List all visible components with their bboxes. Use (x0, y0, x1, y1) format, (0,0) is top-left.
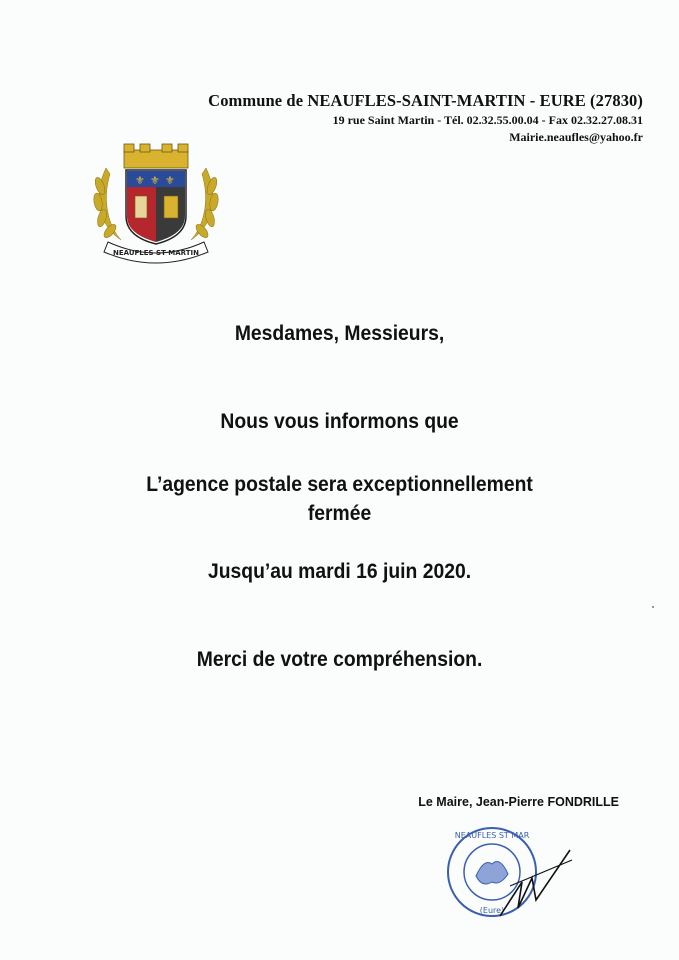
greeting: Mesdames, Messieurs, (234, 322, 445, 345)
scan-speck (652, 606, 654, 608)
svg-text:NEAUFLES ST MAR: NEAUFLES ST MAR (454, 831, 530, 840)
closure-message (27, 470, 652, 528)
closure-message-line2: fermée (307, 502, 372, 525)
mairie-stamp (440, 820, 580, 930)
svg-text:⚜: ⚜ (135, 174, 145, 187)
coat-of-arms-logo (86, 138, 226, 264)
svg-text:⚜: ⚜ (165, 174, 175, 187)
intro-line: Nous vous informons que (220, 410, 459, 433)
commune-name: Commune de NEAUFLES-SAINT-MARTIN - EURE (27830) (208, 91, 643, 110)
closure-until-date: Jusqu’au mardi 16 juin 2020. (207, 560, 472, 583)
commune-address: 19 rue Saint Martin - Tél. 02.32.55.00.04 - Fax 02.32.27.08.31 (332, 113, 643, 127)
svg-text:⚜: ⚜ (150, 174, 160, 187)
letterhead (208, 90, 643, 145)
closure-message-line1: L’agence postale sera exceptionnellement (146, 473, 533, 496)
commune-email: Mairie.neaufles@yahoo.fr (509, 130, 643, 144)
thanks-line: Merci de votre compréhension. (196, 648, 483, 671)
mayor-signature-line: Le Maire, Jean-Pierre FONDRILLE (418, 795, 619, 809)
svg-text:(Eure): (Eure) (479, 906, 505, 915)
crest-ribbon-text: NEAUFLES ST MARTIN (113, 249, 199, 257)
